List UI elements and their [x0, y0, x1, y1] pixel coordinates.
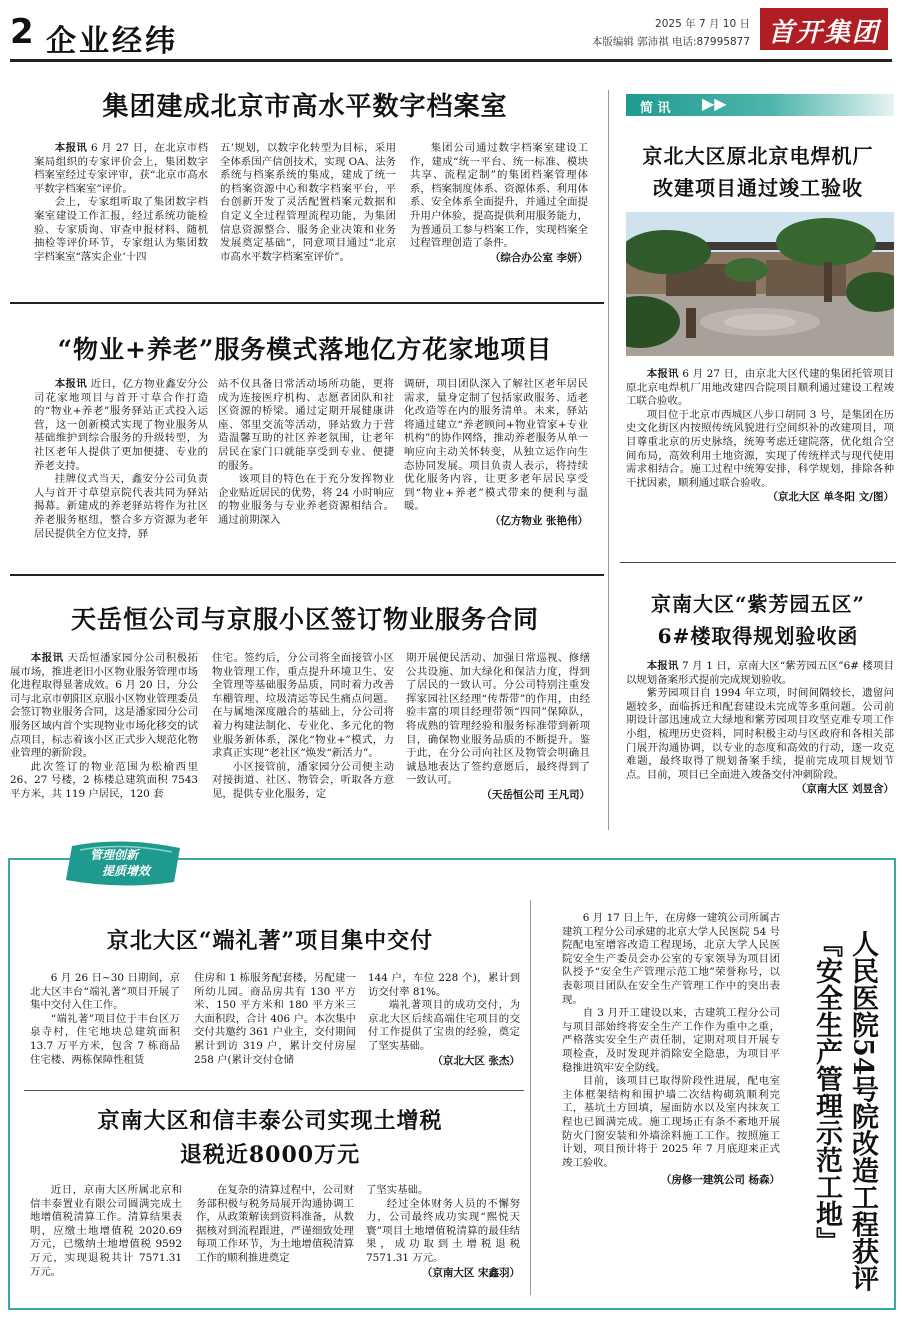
paragraph: 本报讯 6 月 27 日，在北京市档案局组织的专家评价会上，集团数字档案室经过专家评审，获“北京市高水平数字档案室”评价。	[34, 142, 209, 195]
feature-divider	[24, 1090, 524, 1091]
paragraph: 会上，专家组听取了集团数字档案室建设工作汇报，经过系统功能检验、专家质询、审查申报材料、随机抽检等评价环节，专家组认为集团数字档案室“落实企业‘十四	[34, 196, 208, 263]
dateline-label: 本报讯	[54, 142, 88, 154]
courtyard-photo-graphic	[626, 212, 894, 356]
paragraph: 近日，京南大区所属北京和信丰泰置业有限公司圆满完成土地增值税清算工作。清算结果表明，应缴土地增值税 2020.69 万元，已缴纳土地增值税 9592 万元，实现退税共计 7571.31 万元。	[30, 1184, 182, 1278]
paragraph: “端礼著”项目位于丰台区万泉寺村，住宅地块总建筑面积 13.7 万平方米，包含 7 栋商品住宅楼、两栋保障性租赁	[30, 1012, 180, 1066]
byline: （房修一建筑公司 杨森）	[660, 1174, 780, 1187]
paragraph: 该项目的特色在于充分发挥物业企业贴近居民的优势，将 24 小时响应的物业服务与专业养老资源相结合。通过前期深入	[218, 473, 394, 526]
double-arrow-icon: ▶▶	[702, 94, 727, 113]
dateline-label: 本报讯	[646, 660, 679, 672]
paragraph: 本报讯 近日，亿方物业鑫安分公司花家地项目与首开寸草合作打造的“物业+养老”服务驿站正式投入运营，这一创新模式实现了物业服务从基础维护到综合服务的升级转型，为社区老年人提供了更加便捷、专业的养老支持。	[34, 378, 208, 472]
masthead-logo-text: 首开集团	[767, 18, 880, 48]
feature-column-divider	[530, 900, 531, 1295]
paragraph: 了坚实基础。	[366, 1184, 429, 1196]
paragraph: 紫芳园项目自 1994 年立项，时间间隔较长，遗留问题较多，面临拆迁和配套建设未完成等多重问题。公司前期设计部迅速成立大绿地和紫芳园项目攻坚克难专项工作小组，梳理历史资料，同时积极主动与区政府和各相关部门展开沟通协调，以专业的态度和高效的行动，逐一攻克难题，最终取得了规划备案手续，提前完成项目规划节点。目前，项目已全面进入竣备交付冲刺阶段。	[626, 687, 894, 781]
paragraph: 此次签订的物业范围为松榆西里 26、27 号楼，2 栋楼总建筑面积 7543 平方米，共 119 户居民，120 套	[10, 760, 198, 800]
page-header	[0, 0, 902, 62]
feature-badge	[62, 840, 186, 888]
duanli-col-2	[194, 972, 356, 1067]
paragraph: 住宅。签约后，分公司将全面接管小区物业管理工作，重点提升环境卫生、安全管理等基础服务品质，同时着力改善车棚管理、垃圾清运等民生痛点问题。在与属地深度融合的基础上，分公司将着力构建法制化、专业化、多元化的物业服务新体系，深化“物业+”模式，力求真正实现“老社区”焕发“新活力”。	[212, 652, 394, 760]
courtyard-photo	[626, 212, 894, 356]
article-title-elderly: “物业+养老”服务模式落地亿方花家地项目	[57, 335, 553, 364]
paragraph: 本报讯 6 月 27 日，由京北大区代建的集团托管项目原北京电焊机厂用地改建四合院项目顺利通过建设工程竣工联合验收。	[626, 368, 894, 408]
article-title-tianyue: 天岳恒公司与京服小区签订物业服务合同	[70, 605, 539, 634]
divider	[10, 574, 604, 576]
dateline-label: 本报讯	[30, 652, 64, 664]
tianyue-col-1	[10, 652, 198, 802]
tax-col-2	[196, 1184, 354, 1266]
header-rule	[10, 59, 892, 62]
tax-col-3	[366, 1184, 520, 1280]
column-divider	[608, 90, 609, 830]
tax-title-line2: 退税近8000万元	[179, 1142, 361, 1168]
zifang-title-line2: 6#楼取得规划验收函	[657, 624, 859, 648]
paragraph: 本报讯 天岳恒潘家园分公司积极拓展市场，推进老旧小区物业服务管理市场化进程取得显著成效。6 月 20 日，分公司与北京市朝阳区京服小区物业管理委员会签订物业服务合同，这是潘家园分公司服务区域内首个实现物业市场化移交的试点项目，标志着该小区正式步入规范化物业管理的新阶段。	[10, 652, 198, 760]
paragraph: 目前，该项目已取得阶段性进展，配电室主体框架结构和围护墙二次结构砌筑顺利完工，基坑土方回填，屋面防水以及室内抹灰工程也已圆满完成。施工现场正有条不紊地开展防火门窗安装和外墙涂料施工工作。按照施工计划，项目预计将于 2025 年 7 月底迎来正式竣工验收。	[562, 1075, 780, 1169]
dateline-label: 本报讯	[54, 378, 87, 390]
paragraph: 挂牌仪式当天，鑫安分公司负责人与首开寸草望京院代表共同为驿站揭幕。新建成的养老驿站将作为社区养老服务枢纽，整合多方资源为老年居民提供全方位支持，驿	[34, 473, 208, 540]
header-date: 2025 年 7 月 10 日	[655, 18, 750, 30]
brief-label-bar	[626, 94, 894, 116]
archive-col-2	[220, 142, 396, 264]
badge-line1: 管理创新	[90, 848, 139, 862]
dateline-label: 本报讯	[646, 368, 679, 380]
paragraph: 端礼著项目的成功交付，为京北大区后续高端住宅项目的交付工作提供了宝贵的经验，奠定了坚实基础。	[368, 999, 520, 1052]
paragraph: 144 户，车位 228 个)，累计到访交付率 81%。	[368, 972, 520, 998]
paragraph: 住房和 1 栋服务配套楼，另配建一所幼儿园。商品房共有 130 平方米、150 平方米和 180 平方米三大面积段，合计 406 户。本次集中交付共邀约 361 户业主，交付期间累计到访 319 户，累计交付房屋 258 户(累计交付仓储	[194, 972, 356, 1066]
paragraph: 本报讯 7 月 1 日，京南大区“紫芳园五区”6# 楼项目以规划备案形式提前完成规划验收。	[626, 660, 894, 686]
duanli-col-1	[30, 972, 180, 1067]
duanli-col-3	[368, 972, 520, 1068]
divider	[10, 302, 604, 304]
tianyue-col-2	[212, 652, 394, 802]
byline: （综合办公室 李妍）	[489, 251, 588, 264]
section-number: 2	[10, 12, 34, 52]
paragraph: 自 3 月开工建设以来，古建筑工程分公司与项目部始终将安全生产工作作为重中之重，严格落实安全生产责任制，定期对项目开展专项检查，及时发现并消除安全隐患，为项目平稳推进筑牢安全防线。	[562, 1007, 780, 1074]
header-editor: 本版编辑 郭沛祺 电话:87995877	[591, 36, 750, 48]
paragraph: 6 月 26 日~30 日期间，京北大区丰台“端礼著”项目开展了集中交付入住工作。	[30, 972, 180, 1012]
paragraph: 6 月 17 日上午，在房修一建筑公司所属古建筑工程分公司承建的北京大学人民医院 54 号院配电室增容改造工程现场，北京大学人民医院安全生产委员会办公室的专家领导为项目团队授予“安全生产管理示范工地”荣誉称号，以表彰项目团队在安全生产管理工作中的突出表现。	[562, 912, 780, 1006]
elderly-col-1	[34, 378, 208, 541]
paragraph: 调研，项目团队深入了解社区老年居民需求，量身定制了包括家政服务、适老化改造等在内的服务清单。未来，驿站将通过建立“养老顾问+物业管家+专业机构”的协作网络，推动养老服务从单一响应向主动关怀转变，从独立运作向生态协同发展。项目负责人表示，将持续优化服务内容，让更多老年居民享受到“物业+养老”模式带来的便利与温暖。	[404, 378, 588, 513]
welder-title-line1: 京北大区原北京电焊机厂	[642, 144, 874, 168]
paragraph: 在复杂的清算过程中，公司财务部积极与税务局展开沟通协调工作，从政策解读到资料准备，从数据核对到流程跟进，严谨细致处理每项工作环节，为土地增值税清算工作的顺利推进奠定	[196, 1184, 354, 1264]
archive-col-1	[34, 142, 208, 264]
paragraph: 站不仅具备日常活动场所功能，更将成为连接医疗机构、志愿者团队和社区资源的桥梁。通过定期开展健康讲座、邻里交流等活动，驿站致力于营造温馨互助的社区养老氛围，让老年居民在家门口就能享受到专业、便捷的服务。	[218, 378, 394, 472]
brief-label: 简 讯	[640, 101, 671, 116]
badge-line2: 提质增效	[102, 864, 151, 878]
byline: （天岳恒公司 王凡司）	[481, 788, 590, 801]
paragraph: 五’规划，以数字化转型为目标，采用全体系国产信创技术，实现 OA、法务系统与档案系统的集成，建成了统一的档案资源中心和数字档案平台，平台创新开发了灵活配置档案元数据和自定义全过程管理流程功能，为集团信息资源整合、服务企业决策和业务发展奠定基础”，同意项目通过“北京市高水平数字档案室评价”。	[220, 142, 396, 263]
paragraph: 期开展便民活动、加强日常巡视、修缮公共设施、加大绿化和保洁力度，得到了居民的一致认可。分公司特别注重发挥家园社区经理“传帮带”的作用，由经验丰富的项目经理带领“四同”保障队，将成熟的管理经验和服务标准带到新项目，确保物业服务品质的不断提升。鉴于此，在分公司向社区及物管会明确且诚恳地表达了签约意愿后，最终得到了一致认可。	[406, 652, 590, 787]
masthead-logo	[760, 8, 888, 50]
tax-title-line1: 京南大区和信丰泰公司实现土增税	[97, 1108, 443, 1134]
elderly-col-2	[218, 378, 394, 528]
zifang-text	[626, 660, 894, 797]
byline: （京北大区 张杰）	[432, 1054, 520, 1067]
tianyue-col-3	[406, 652, 590, 803]
section-title: 企业经纬	[46, 24, 178, 59]
article-title-archive: 集团建成北京市高水平数字档案室	[102, 92, 508, 122]
paragraph: 经过全体财务人员的不懈努力，公司最终成功实现“熙悦天寰”项目土地增值税清算的最佳结果，成功取到土增税退税 7571.31 万元。	[366, 1197, 520, 1264]
archive-col-3	[410, 142, 588, 265]
welder-text	[626, 368, 894, 505]
byline: （京北大区 单冬阳 文/图）	[767, 491, 894, 504]
article-title-duanli: 京北大区“端礼著”项目集中交付	[106, 928, 434, 954]
byline: （京南大区 刘昱含）	[795, 783, 894, 796]
paragraph: 项目位于北京市西城区八步口胡同 3 号，是集团在历史文化街区内按照传统风貌进行空间织补的改建项目，项目尊重北京的历史脉络，统筹考虑迁建院落，优化组合空间布局，高效利用土地资源，实现了传统样式与现代使用需求相结合。施工过程中统筹安排，科学规划，排除各种干扰因素，顺利通过联合验收。	[626, 408, 894, 489]
hospital-title-vertical: 人民医院54号院改造工程获评『安全生产管理示范工地』	[811, 930, 878, 1292]
paragraph: 小区接管前，潘家园分公司便主动对接街道、社区、物管会，听取各方意见，提供专业化服务，定	[212, 760, 394, 800]
byline: （亿方物业 张艳伟）	[489, 514, 588, 527]
tax-col-1	[30, 1184, 182, 1279]
byline: （京南大区 宋鑫羽）	[421, 1266, 520, 1279]
welder-title-line2: 改建项目通过竣工验收	[653, 176, 863, 200]
hospital-text	[562, 912, 780, 1188]
elderly-col-3	[404, 378, 588, 529]
zifang-title-line1: 京南大区“紫芳园五区”	[650, 592, 865, 616]
paragraph: 集团公司通过数字档案室建设工作，建成“统一平台、统一标准、模块共享、流程定制”的集团档案管理体系，档案制度体系、资源体系、利用体系、安全体系全面提升，并通过全面提升用户体验，提高提供利用服务能力，为普通员工参与档案工作，实现档案全过程管理创造了条件。	[410, 142, 588, 250]
brief-divider	[620, 562, 896, 563]
